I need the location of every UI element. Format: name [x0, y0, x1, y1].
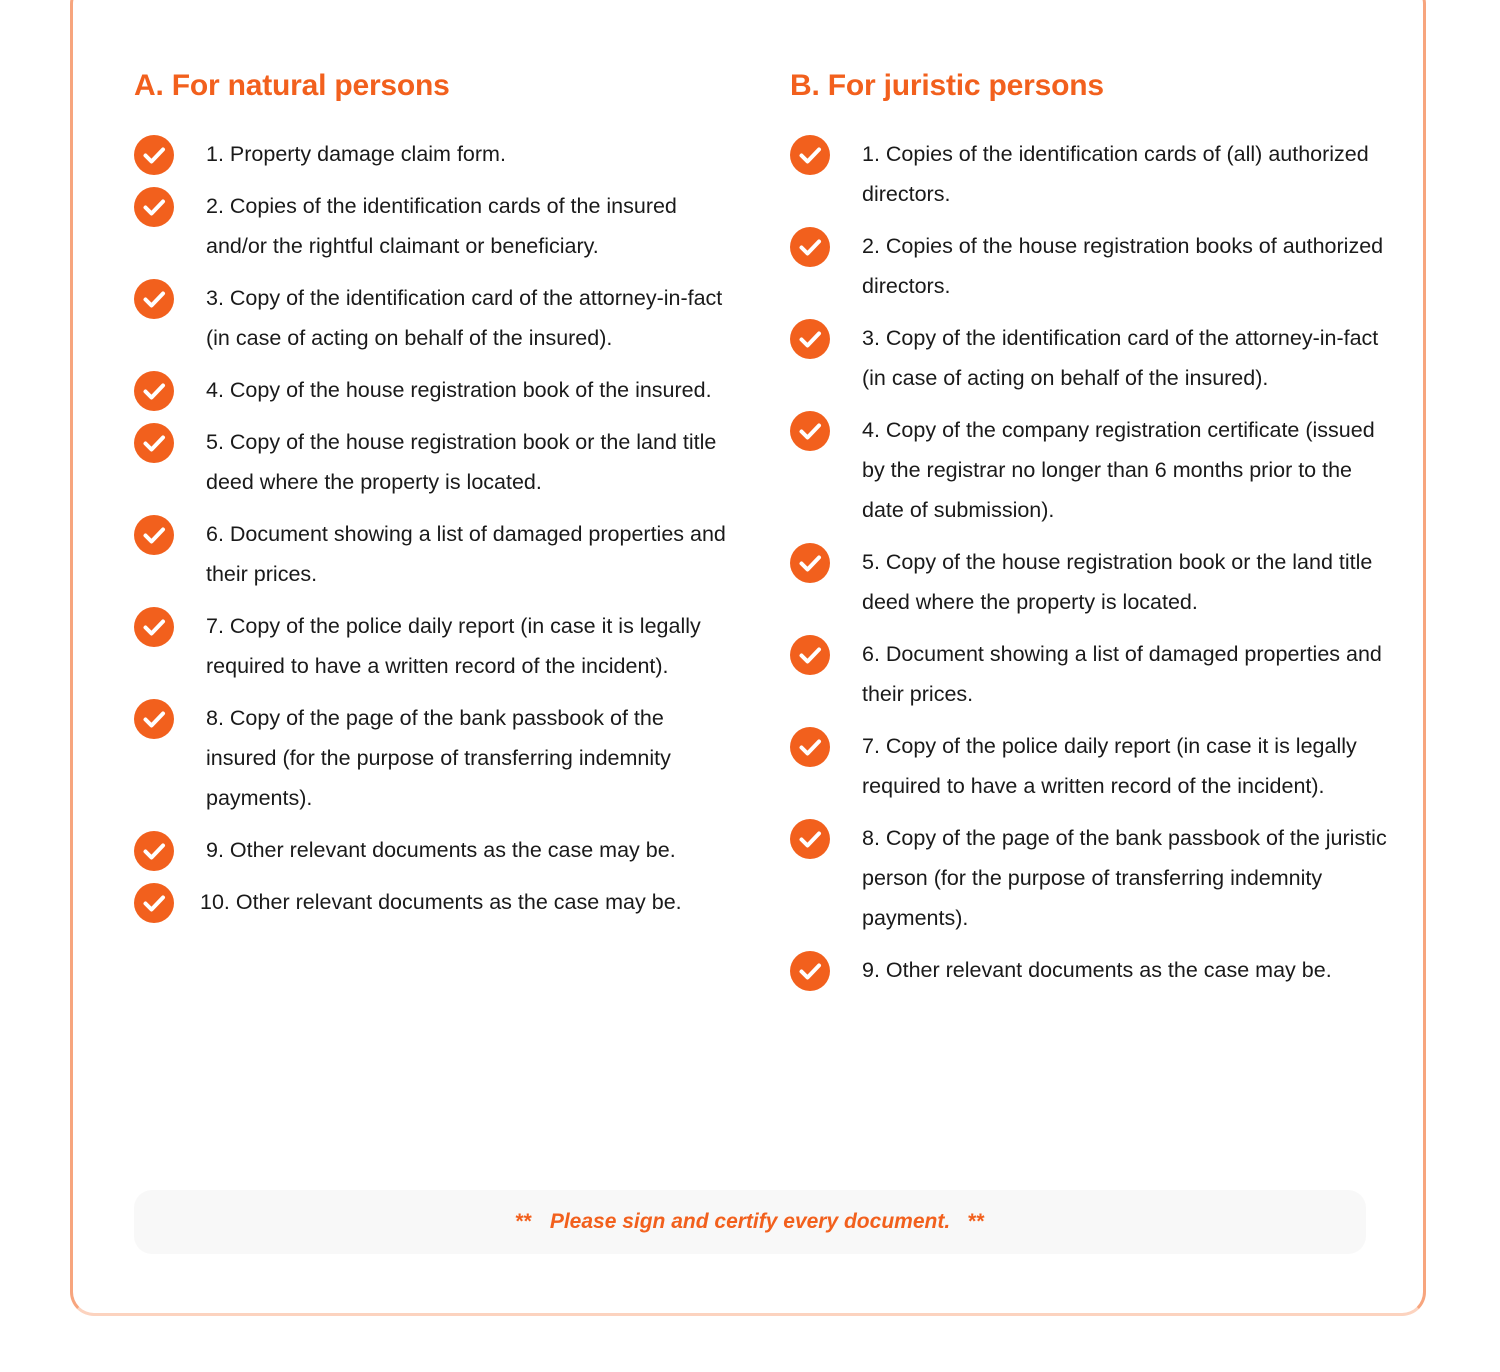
item-text: 5. Copy of the house registration book or the land title deed where the property is located.	[862, 550, 1373, 614]
list-item	[790, 950, 1390, 990]
check-circle-icon	[790, 543, 830, 583]
check-circle-icon	[134, 883, 174, 923]
check-circle-icon	[134, 371, 174, 411]
juristic-persons-list	[790, 134, 1390, 990]
item-text: 7. Copy of the police daily report (in case it is legally required to have a written record of the incident).	[206, 614, 701, 678]
natural-persons-list	[134, 134, 734, 922]
check-circle-icon	[134, 831, 174, 871]
check-circle-icon	[790, 635, 830, 675]
list-item	[134, 606, 734, 686]
list-item	[790, 542, 1390, 622]
list-item	[790, 818, 1390, 938]
check-circle-icon	[790, 135, 830, 175]
item-text: 6. Document showing a list of damaged properties and their prices.	[862, 642, 1382, 706]
list-item	[134, 514, 734, 594]
item-text: 7. Copy of the police daily report (in case it is legally required to have a written record of the incident).	[862, 734, 1357, 798]
item-text: 4. Copy of the company registration certificate (issued by the registrar no longer than 6 months prior to the date of submission).	[862, 418, 1375, 522]
section-a-title: A. For natural persons	[134, 69, 450, 102]
list-item	[790, 634, 1390, 714]
item-text: 3. Copy of the identification card of the attorney-in-fact (in case of acting on behalf of the insured).	[862, 326, 1379, 390]
check-circle-icon	[790, 319, 830, 359]
note-stars-right: **	[968, 1210, 985, 1233]
natural-persons-section	[134, 66, 734, 934]
item-text: 9. Other relevant documents as the case may be.	[206, 838, 676, 862]
item-text: 1. Copies of the identification cards of (all) authorized directors.	[862, 142, 1369, 206]
item-text: 8. Copy of the page of the bank passbook of the juristic person (for the purpose of transferring indemnity payments).	[862, 826, 1387, 930]
check-circle-icon	[790, 411, 830, 451]
list-item	[134, 186, 734, 266]
list-item	[790, 134, 1390, 214]
check-circle-icon	[790, 819, 830, 859]
item-text: 5. Copy of the house registration book or the land title deed where the property is located.	[206, 430, 717, 494]
check-circle-icon	[134, 423, 174, 463]
list-item	[790, 726, 1390, 806]
certify-note	[134, 1190, 1366, 1254]
check-circle-icon	[134, 135, 174, 175]
list-item	[134, 422, 734, 502]
list-item	[790, 410, 1390, 530]
check-circle-icon	[790, 951, 830, 991]
list-item	[134, 278, 734, 358]
check-circle-icon	[134, 515, 174, 555]
section-b-title: B. For juristic persons	[790, 69, 1104, 102]
check-circle-icon	[134, 187, 174, 227]
list-item	[134, 370, 734, 410]
list-item	[134, 882, 734, 922]
item-text: 2. Copies of the house registration books of authorized directors.	[862, 234, 1384, 298]
check-circle-icon	[134, 279, 174, 319]
list-item	[134, 830, 734, 870]
juristic-persons-section	[790, 66, 1390, 1002]
item-text: 8. Copy of the page of the bank passbook of the insured (for the purpose of transferring indemnity payments).	[206, 706, 671, 810]
item-text: 2. Copies of the identification cards of the insured and/or the rightful claimant or beneficiary.	[206, 194, 677, 258]
list-item	[790, 226, 1390, 306]
check-circle-icon	[134, 699, 174, 739]
item-text: 10. Other relevant documents as the case may be.	[200, 890, 682, 914]
note-stars-left: **	[515, 1210, 532, 1233]
list-item	[790, 318, 1390, 398]
check-circle-icon	[790, 227, 830, 267]
item-text: 9. Other relevant documents as the case may be.	[862, 958, 1332, 982]
list-item	[134, 134, 734, 174]
note-text: Please sign and certify every document.	[549, 1210, 951, 1233]
check-circle-icon	[790, 727, 830, 767]
item-text: 1. Property damage claim form.	[206, 142, 506, 166]
item-text: 3. Copy of the identification card of the attorney-in-fact (in case of acting on behalf of the insured).	[206, 286, 723, 350]
check-circle-icon	[134, 607, 174, 647]
item-text: 4. Copy of the house registration book of the insured.	[206, 378, 712, 402]
list-item	[134, 698, 734, 818]
item-text: 6. Document showing a list of damaged properties and their prices.	[206, 522, 726, 586]
